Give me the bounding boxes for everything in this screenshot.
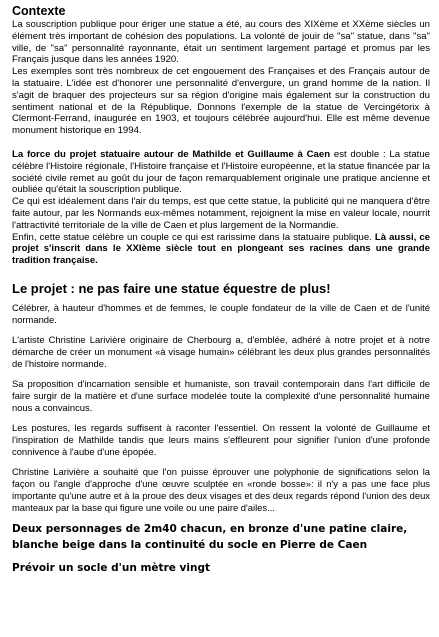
project-strength-bold: La force du projet statuaire autour de Mathilde et Guillaume à Caen [12, 148, 331, 160]
project-paragraph-4: Les postures, les regards suffisent à raconter l'essentiel. On ressent la volonté de Guillaume et l'inspiration de Mathilde tandis que leurs mains s'effleurent pour signifier l'union d'une profonde connivence à l'aube d'une épopée. [12, 421, 430, 457]
context-paragraph-3 [12, 149, 430, 196]
couple-text: Enfin, cette statue célèbre un couple ce qui est rarissime dans la statuaire publique. [12, 231, 375, 243]
pedestal-note: Prévoir un socle d'un mètre vingt [12, 561, 210, 574]
project-paragraph-1: Célébrer, à hauteur d'hommes et de femmes, le couple fondateur de la ville de Caen et de l'unité normande. [12, 301, 430, 325]
project-paragraph-5: Christine Larivière a souhaité que l'on puisse éprouver une polyphonie de significations selon la façon ou l'angle d'approche d'une œuvre sculptée en «ronde bosse»: il n'y a pas une face plus importante qu'une autre et à la proue des deux visages et des deux regards répond l'union des deux manteaux par la base qui figure une voile ou une paire d'ailes... [12, 465, 430, 513]
project-strength-text: est double : La statue célèbre l'Histoire régionale, l'Histoire française et l'Histoire européenne, et la statue financée par la société civile remet au goût du jour de façon remarquablement originale une pratique ancienne et oubliée qu'était la souscription publique. [12, 148, 430, 196]
context-paragraph-1: La souscription publique pour ériger une statue a été, au cours des XIXème et XXème siècles un élément très important de cohésion des populations. La volonté de jouir de "sa" statue, dans "sa" ville, de "sa" personnalité rayonnante, était un sentiment largement partagé et promus par les Français jusque dans les années 1920. [12, 19, 430, 66]
project-paragraph-3: Sa proposition d'incarnation sensible et humaniste, son travail contemporain dans l'art difficile de faire surgir de la matière et d'une surface modelée toute la complexité d'une personnalité humaine nous a convaincus. [12, 377, 430, 413]
spacer [12, 267, 430, 281]
context-paragraph-2: Les exemples sont très nombreux de cet engouement des Françaises et des Français autour de la statuaire. L'idée est d'honorer une personnalité d'envergure, un grand homme de la nation. Il s'agit de braquer des projecteurs sur sa région d'origine mais également sur la construction du sentiment national et de la République. Donnons l'exemple de la statue de Vercingétorix à Clermont-Ferrand, inaugurée en 1903, et toujours célébrée aujourd'hui. Elle est même devenue monument historique en 1994. [12, 66, 430, 137]
project-heading: Le projet : ne pas faire une statue équestre de plus! [12, 280, 331, 296]
context-paragraph-5 [12, 232, 430, 267]
context-paragraph-4: Ce qui est idéalement dans l'air du temps, est que cette statue, la publicité qui ne manquera d'être faite autour, par les Normands eux-mêmes notamment, rejoignent la mise en valeur locale, nourrit l'attractivité territoriale de la ville de Caen et plus largement de la Normandie. [12, 196, 430, 231]
couple-bold: Là aussi, ce projet s'inscrit dans le XXIème siècle tout en plongeant ses racines dans une grande tradition française. [12, 231, 430, 267]
statue-dimensions-note: Deux personnages de 2m40 chacun, en bronze d'une patine claire, blanche beige dans la continuité du socle en Pierre de Caen [12, 522, 408, 552]
spacer [12, 137, 430, 149]
context-heading: Contexte [12, 4, 66, 18]
project-paragraph-2: L'artiste Christine Larivière originaire de Cherbourg a, d'emblée, adhéré à notre projet et à notre démarche de créer un monument «à visage humain» célébrant les deux plus grandes personnalités de l'histoire normande. [12, 333, 430, 369]
